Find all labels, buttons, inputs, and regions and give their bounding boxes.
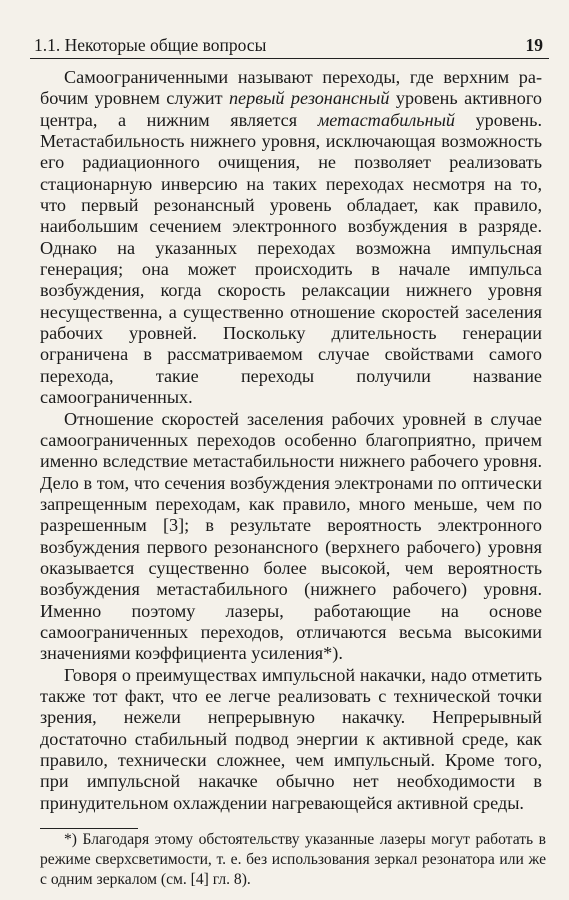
footnote: *) Благодаря этому обстоятельству указанные лазеры могут работать в режиме сверхсветимости, т. е. без использования зеркал резонатора или же с одним зеркалом (см. [4] гл. 8). [40,831,546,888]
paragraph-text: уровень активного центра, а нижним является [40,88,542,130]
footnote-rule [40,828,138,829]
header-rule [30,58,549,59]
paragraph-text: Самоограниченными называют переходы, где верхним рабочим уровнем служит [40,67,542,109]
paragraph-text: Отношение скоростей заселения рабочих уровней в случае самоограниченных переходов особенно благоприятно, причем именно вследствие метастабильности нижнего рабочего уровня. Дело в том, что сечения возбуждения электронами по оптически запрещенным переходам, как правило, много меньше, чем по разрешенным [3]; в результате вероятность электронного возбуждения первого резонансного (верхнего рабочего) уровня оказывается существенно более высокой, чем вероятность возбуждения метастабильного (нижнего рабочего) уровня. Именно поэтому лазеры, работающие на основе самоограниченных переходов, отличаются весьма высокими значениями коэффициента усиления*). [40,408,542,664]
emphasis-text: метастабильный [317,109,455,130]
running-header [34,33,549,57]
page-number: 19 [525,35,543,55]
paragraph [40,409,542,665]
paragraph-text: уровень. Метастабильность нижнего уровня, исключающая возможность его радиационного очищения, не позволяет реализовать стационарную инверсию на таких переходах несмотря на то, что первый резонансный уровень обладает, как правило, наибольшим сечением электронного возбуждения в разряде. Однако на указанных переходах возможна импульсная генерация; она может происходить в начале импульса возбуждения, когда скорость релаксации нижнего уровня несущественна, а существенно отношение скоростей заселения рабочих уровней. Поскольку длительность генерации ограничена в рассматриваемом случае свойствами самого перехода, такие переходы получили название самоограниченных. [40,109,542,408]
paragraph [40,665,542,814]
paragraph-text: Говоря о преимуществах импульсной накачки, надо отметить также тот факт, что ее легче реализовать с технической точки зрения, нежели непрерывную накачку. Непрерывный достаточно стабильный подвод энергии к активной среде, как правило, технически сложнее, чем импульсный. Кроме того, при импульсной накачке обычно нет необходимости в принудительном охлаждении нагревающейся активной среды. [40,664,542,813]
body-text [40,67,542,814]
emphasis-text: первый резонансный [228,88,390,109]
paragraph [40,67,542,409]
running-title: 1.1. Некоторые общие вопросы [34,35,267,55]
